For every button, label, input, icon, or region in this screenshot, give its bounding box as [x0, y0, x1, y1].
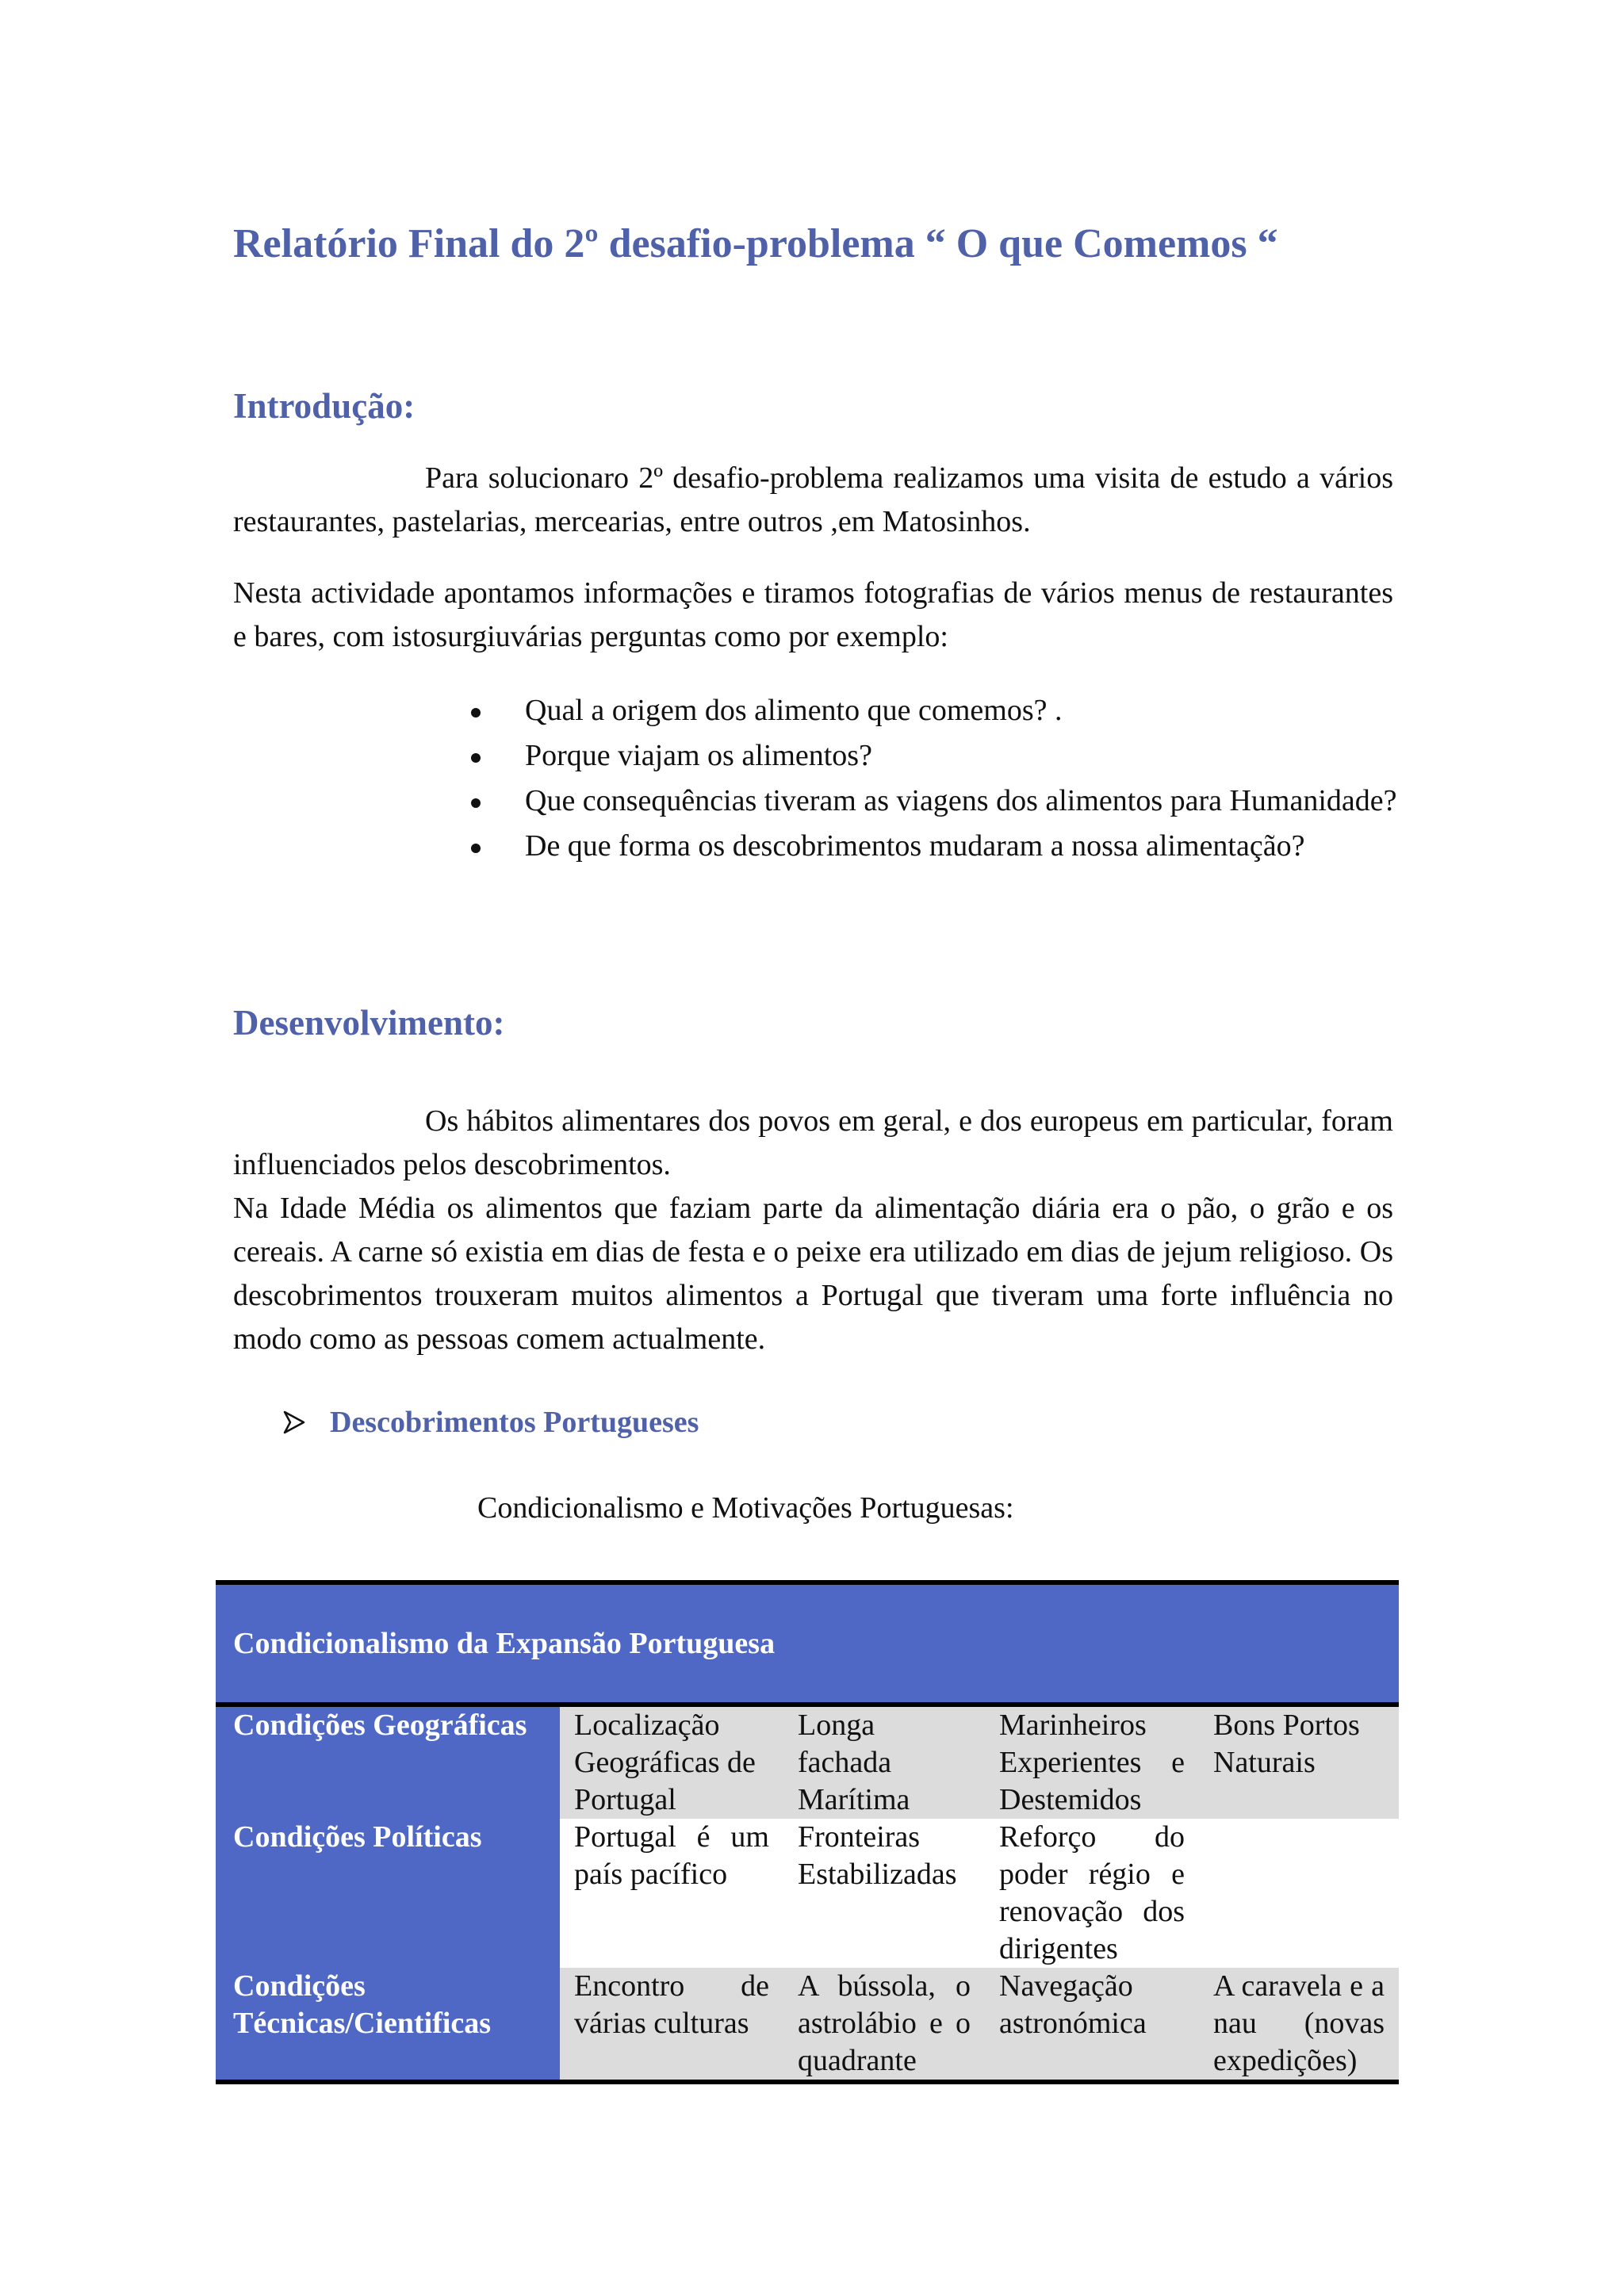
- document-title: Relatório Final do 2º desafio-problema “ O que Comemos “: [233, 221, 1278, 266]
- row-header: Condições Técnicas/Cientificas: [216, 1968, 560, 2080]
- development-heading: Desenvolvimento:: [233, 1003, 505, 1043]
- table-header-row: [216, 1585, 1399, 1705]
- list-item: De que forma os descobrimentos mudaram a nossa alimentação?: [471, 825, 1399, 868]
- intro-paragraph-2: Nesta actividade apontamos informações e tiramos fotografias de vários menus de restaurantes e bares, com istosurgiuvárias perguntas como por exemplo:: [233, 576, 1393, 653]
- table-cell: A bússola, o astrolábio e o quadrante: [783, 1968, 985, 2080]
- table-title: Condicionalismo da Expansão Portuguesa: [216, 1585, 1399, 1705]
- list-item: Porque viajam os alimentos?: [471, 734, 1399, 778]
- table-cell: Localização Geográficas de Portugal: [560, 1705, 783, 1819]
- bullet-icon: [471, 753, 481, 763]
- development-paragraph-1: Os hábitos alimentares dos povos em geral, e dos europeus em particular, foram influenciados pelos descobrimentos.: [233, 1104, 1393, 1181]
- table-cell: Fronteiras Estabilizadas: [798, 1820, 957, 1891]
- table-cell: Bons Portos Naturais: [1199, 1705, 1399, 1819]
- table-row: [216, 1968, 1399, 2080]
- intro-heading: Introdução:: [233, 386, 416, 426]
- row-header: Condições Geográficas: [216, 1705, 560, 1819]
- bullet-icon: [471, 708, 481, 718]
- table-cell: [1199, 1819, 1399, 1968]
- table-cell: Navegação astronómica: [985, 1968, 1199, 2080]
- table-cell: Longa fachada Marítima: [783, 1705, 985, 1819]
- table-cell: Portugal é um país pacífico: [574, 1820, 769, 1891]
- table-row: [216, 1819, 1399, 1968]
- subheading: Descobrimentos Portugueses: [282, 1405, 699, 1440]
- question-list: [471, 689, 1399, 870]
- arrowhead-bullet-icon: [282, 1410, 306, 1434]
- intro-paragraph-1: Para solucionaro 2º desafio-problema realizamos uma visita de estudo a vários restaurantes, pastelarias, mercearias, entre outros ,em Matosinhos.: [233, 461, 1393, 538]
- table-row: [216, 1705, 1399, 1819]
- bullet-icon: [471, 798, 481, 808]
- table-cell: A caravela e a nau (novas expedições): [1199, 1968, 1399, 2080]
- list-item: Qual a origem dos alimento que comemos? .: [471, 689, 1399, 733]
- table-caption: Condicionalismo e Motivações Portuguesas:: [477, 1491, 1014, 1525]
- development-paragraph-2: Na Idade Média os alimentos que faziam parte da alimentação diária era o pão, o grão e os cereais. A carne só existia em dias de festa e o peixe era utilizado em dias de jejum religioso. Os descobrimentos trouxeram muitos alimentos a Portugal que tiveram uma forte influência no modo como as pessoas comem actualmente.: [233, 1192, 1393, 1356]
- bullet-icon: [471, 844, 481, 853]
- table-cell: Reforço do poder régio e renovação dos dirigentes: [999, 1820, 1185, 1965]
- row-header: Condições Políticas: [216, 1819, 560, 1968]
- expansion-table: [216, 1580, 1399, 2084]
- list-item: Que consequências tiveram as viagens dos alimentos para Humanidade?: [471, 779, 1399, 823]
- table-cell: Marinheiros Experientes e Destemidos: [985, 1705, 1199, 1819]
- table-cell: Encontro de várias culturas: [560, 1968, 783, 2080]
